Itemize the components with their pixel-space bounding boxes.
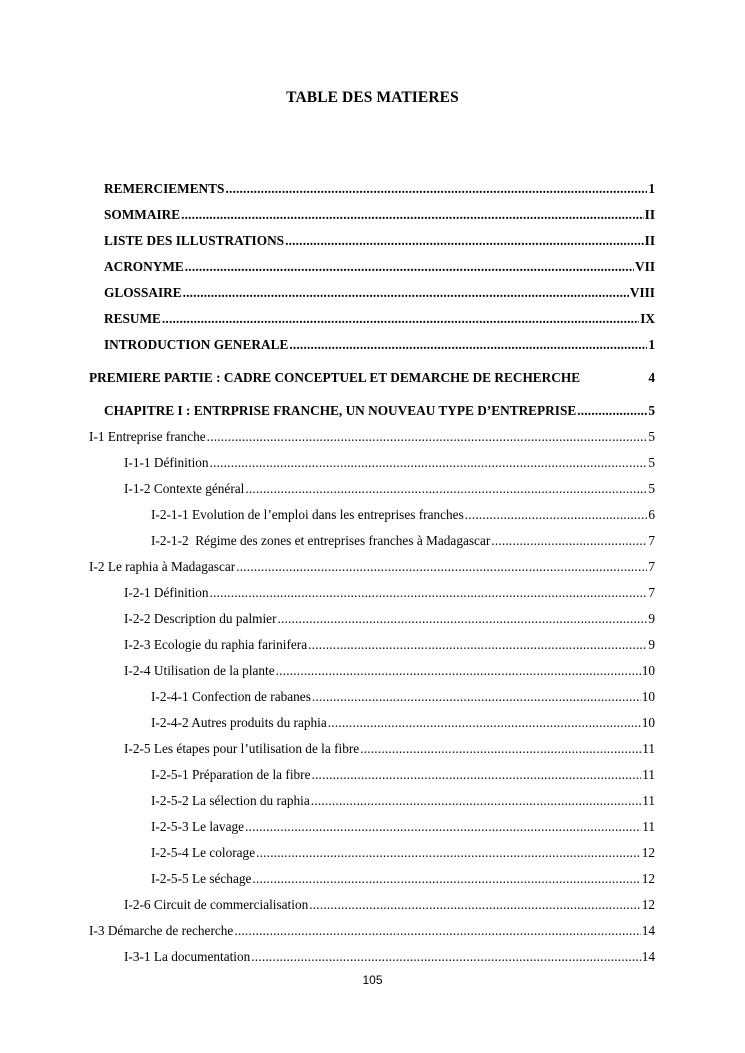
dot-leader: [278, 611, 648, 627]
toc-page: 9: [648, 637, 655, 652]
toc-entry[interactable]: [151, 871, 655, 887]
dot-leader: [245, 819, 641, 835]
dot-leader: [185, 259, 634, 275]
toc-page: 5: [648, 455, 655, 470]
toc-entry[interactable]: [124, 481, 655, 497]
toc-label: I-3 Démarche de recherche: [89, 923, 234, 938]
toc-entry-remerciements[interactable]: [104, 181, 655, 197]
toc-label: I-2-5-2 La sélection du raphia: [151, 793, 310, 808]
toc-label: ACRONYME: [104, 259, 184, 274]
toc-entry[interactable]: [151, 793, 655, 809]
toc-entry[interactable]: [124, 455, 655, 471]
dot-leader: [309, 897, 640, 913]
toc-entry[interactable]: [89, 429, 655, 445]
toc-page: 11: [642, 767, 655, 782]
toc-page: II: [644, 233, 655, 248]
dot-leader: [465, 507, 648, 523]
toc-label: LISTE DES ILLUSTRATIONS: [104, 233, 285, 248]
toc-entry[interactable]: [124, 741, 655, 757]
toc-entry-liste-illustrations[interactable]: [104, 233, 655, 249]
dot-leader: [252, 871, 640, 887]
dot-leader: [251, 949, 640, 965]
toc-page: 11: [642, 793, 655, 808]
toc-entry-acronyme[interactable]: [104, 259, 655, 275]
toc-entry[interactable]: [151, 533, 655, 549]
dot-leader: [210, 455, 648, 471]
toc-label: I-2-4-1 Confection de rabanes: [151, 689, 311, 704]
toc-entry-premiere-partie[interactable]: [89, 370, 655, 386]
dot-leader: [276, 663, 641, 679]
toc-entry[interactable]: [151, 845, 655, 861]
page-title: TABLE DES MATIERES: [286, 89, 459, 106]
toc-page: 4: [648, 370, 655, 385]
toc-page: 5: [648, 429, 655, 444]
toc-page: 9: [648, 611, 655, 626]
toc-entry-glossaire[interactable]: [104, 285, 655, 301]
dot-leader: [245, 481, 647, 497]
toc-entry-resume[interactable]: [104, 311, 655, 327]
toc-page: 10: [641, 715, 655, 730]
toc-entry[interactable]: [151, 689, 655, 705]
toc-label: I-2-6 Circuit de commercialisation: [124, 897, 309, 912]
dot-leader: [181, 207, 644, 223]
toc-entry[interactable]: [124, 637, 655, 653]
dot-leader: [311, 793, 641, 809]
toc-entry[interactable]: [124, 585, 655, 601]
dot-leader: [234, 923, 640, 939]
toc-label: I-1-2 Contexte général: [124, 481, 245, 496]
toc-label: I-2 Le raphia à Madagascar: [89, 559, 236, 574]
dot-leader: [312, 689, 641, 705]
dot-leader: [328, 715, 641, 731]
dot-leader: [256, 845, 641, 861]
toc-label: I-2-1-2 Régime des zones et entreprises franches à Madagascar: [151, 533, 491, 548]
toc-label: I-2-5-3 Le lavage: [151, 819, 245, 834]
toc-entry-introduction[interactable]: [104, 337, 655, 353]
toc-page: 12: [641, 845, 655, 860]
toc-entry[interactable]: [124, 663, 655, 679]
dot-leader: [308, 637, 647, 653]
toc-entry[interactable]: [124, 897, 655, 913]
toc-entry[interactable]: [89, 923, 655, 939]
toc-page: 14: [641, 923, 655, 938]
toc-label: PREMIERE PARTIE : CADRE CONCEPTUEL ET DEMARCHE DE RECHERCHE: [89, 370, 581, 385]
toc-label: SOMMAIRE: [104, 207, 181, 222]
dot-leader: [236, 559, 647, 575]
dot-leader: [312, 767, 642, 783]
dot-leader: [162, 311, 639, 327]
dot-leader: [491, 533, 647, 549]
toc-label: CHAPITRE I : ENTRPRISE FRANCHE, UN NOUVEAU TYPE D’ENTREPRISE: [104, 403, 577, 418]
toc-page: 5: [648, 481, 655, 496]
toc-page: 11: [642, 741, 655, 756]
toc-page: 11: [642, 819, 655, 834]
toc-page: IX: [640, 311, 655, 326]
dot-leader: [289, 337, 647, 353]
toc-label: I-1-1 Définition: [124, 455, 209, 470]
dot-leader: [285, 233, 644, 249]
toc-entry[interactable]: [151, 819, 655, 835]
toc-entry[interactable]: [151, 715, 655, 731]
toc-page: 14: [641, 949, 655, 964]
toc-page: II: [644, 207, 655, 222]
toc-entry-chapitre-1[interactable]: [104, 403, 655, 419]
toc-label: I-2-4-2 Autres produits du raphia: [151, 715, 327, 730]
dot-leader: [577, 403, 647, 419]
toc-label: I-1 Entreprise franche: [89, 429, 206, 444]
dot-leader: [207, 429, 648, 445]
toc-page: 1: [648, 181, 655, 196]
toc-page: 5: [648, 403, 655, 418]
toc-label: REMERCIEMENTS: [104, 181, 225, 196]
toc-label: I-3-1 La documentation: [124, 949, 251, 964]
toc-page: 1: [648, 337, 655, 352]
toc-page: 10: [641, 663, 655, 678]
toc-label: INTRODUCTION GENERALE: [104, 337, 289, 352]
toc-label: I-2-5-5 Le séchage: [151, 871, 252, 886]
toc-label: I-2-1 Définition: [124, 585, 209, 600]
toc-page: 10: [641, 689, 655, 704]
toc-page: 6: [648, 507, 655, 522]
toc-entry[interactable]: [124, 611, 655, 627]
toc-label: I-2-5-4 Le colorage: [151, 845, 256, 860]
toc-label: I-2-5 Les étapes pour l’utilisation de la fibre: [124, 741, 360, 756]
toc-label: I-2-1-1 Evolution de l’emploi dans les entreprises franches: [151, 507, 464, 522]
toc-page: 12: [641, 871, 655, 886]
toc-page: 7: [648, 585, 655, 600]
page-number: 105: [362, 973, 383, 987]
toc-label: I-2-3 Ecologie du raphia farinifera: [124, 637, 308, 652]
toc-label: RESUME: [104, 311, 161, 326]
toc-label: I-2-2 Description du palmier: [124, 611, 277, 626]
toc-label: I-2-5-1 Préparation de la fibre: [151, 767, 311, 782]
toc-entry[interactable]: [124, 949, 655, 965]
toc-page: 12: [641, 897, 655, 912]
toc-page: 7: [648, 559, 655, 574]
toc-entry[interactable]: [89, 559, 655, 575]
dot-leader: [210, 585, 648, 601]
toc-entry-sommaire[interactable]: [104, 207, 655, 223]
dot-leader: [360, 741, 641, 757]
toc-page: VII: [635, 259, 655, 274]
dot-leader: [183, 285, 629, 301]
toc-entry[interactable]: [151, 507, 655, 523]
toc-page: 7: [648, 533, 655, 548]
dot-leader: [225, 181, 647, 197]
toc-entry[interactable]: [151, 767, 655, 783]
toc-page: VIII: [629, 285, 655, 300]
toc-label: GLOSSAIRE: [104, 285, 182, 300]
toc-label: I-2-4 Utilisation de la plante: [124, 663, 275, 678]
